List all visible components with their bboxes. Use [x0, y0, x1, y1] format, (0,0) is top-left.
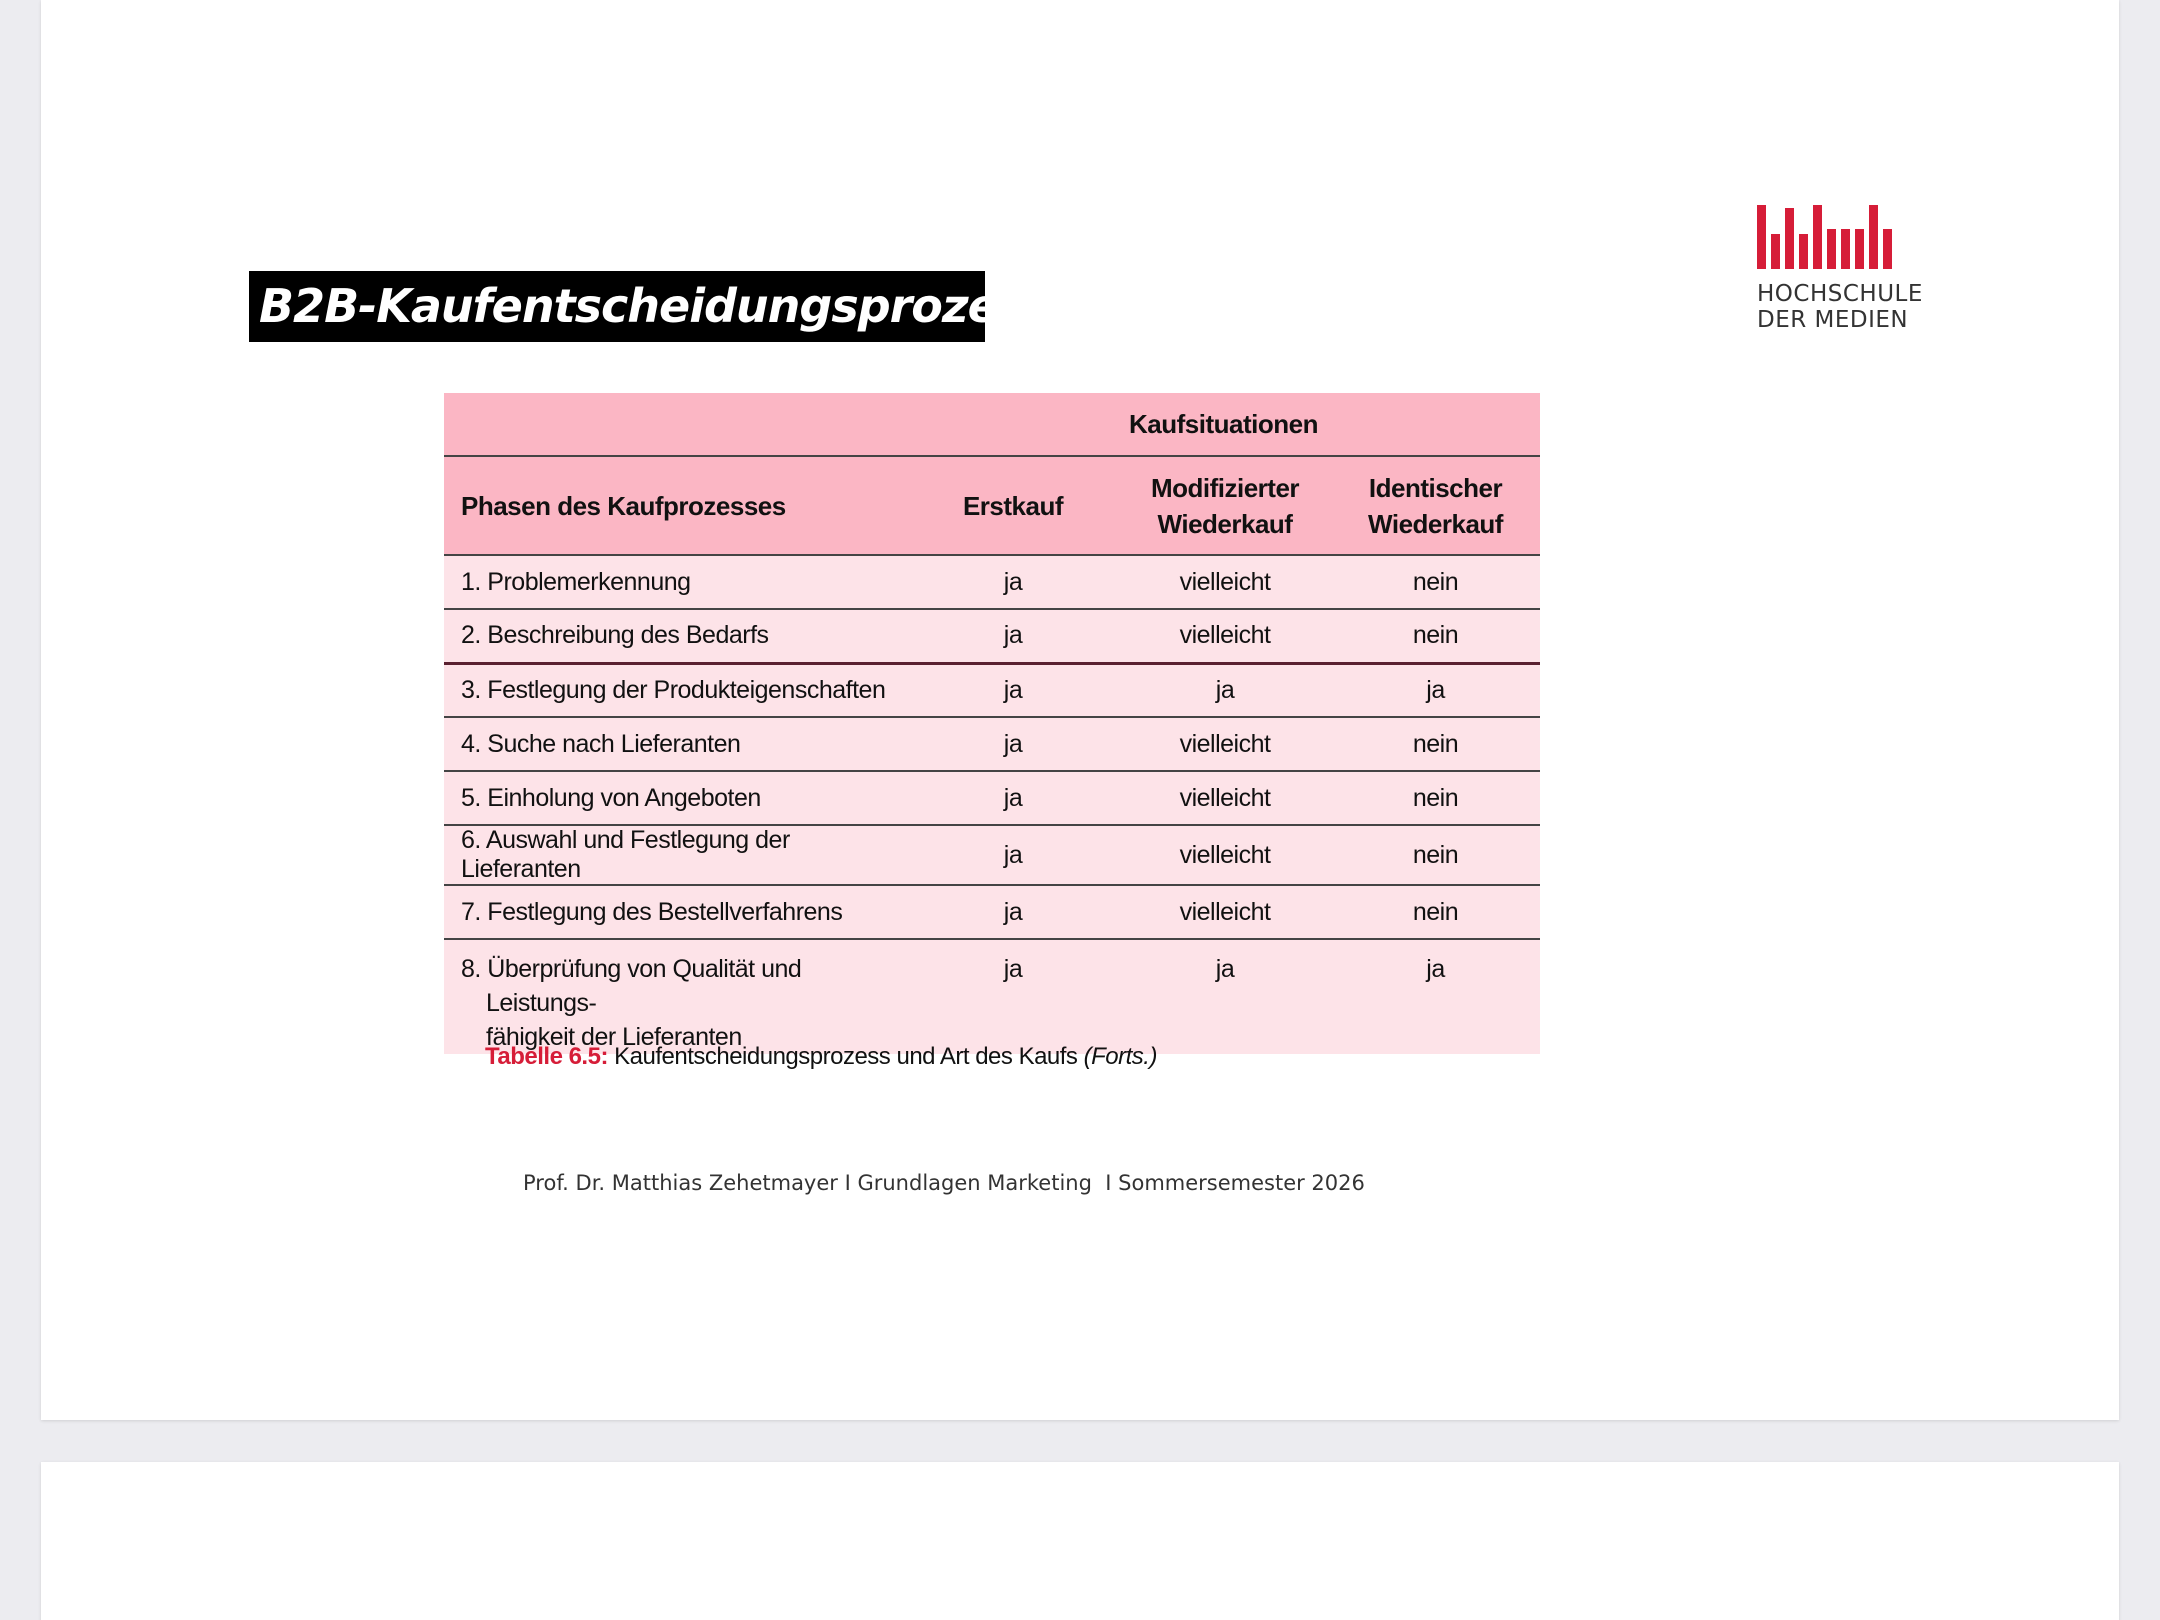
- logo-bar: [1869, 205, 1878, 269]
- table-cell-phase: 1. Problemerkennung: [444, 555, 907, 609]
- slide-footer: Prof. Dr. Matthias Zehetmayer I Grundlagen Marketing I Sommersemester 2026: [523, 1171, 1365, 1195]
- table-cell-erstkauf: ja: [907, 825, 1119, 885]
- table-cell-phase: 2. Beschreibung des Bedarfs: [444, 609, 907, 663]
- table-row: [444, 663, 1540, 717]
- column-header-erstkauf: Erstkauf: [907, 456, 1119, 555]
- logo-bar: [1855, 229, 1864, 269]
- table-row: [444, 825, 1540, 885]
- table-cell-erstkauf: ja: [907, 717, 1119, 771]
- caption-label: Tabelle 6.5:: [485, 1043, 608, 1070]
- logo-bar: [1883, 229, 1892, 269]
- logo-bar: [1771, 234, 1780, 269]
- table-cell-erstkauf: ja: [907, 555, 1119, 609]
- table-cell-modifiziert: vielleicht: [1119, 717, 1331, 771]
- slide-page: [41, 0, 2119, 1420]
- purchase-process-table: [444, 393, 1540, 1054]
- table-row: [444, 717, 1540, 771]
- table-cell-phase: [444, 939, 907, 1054]
- slide-title: B2B-Kaufentscheidungsprozess: [249, 271, 985, 342]
- table-row: [444, 885, 1540, 939]
- table-cell-phase-text: [461, 952, 907, 1054]
- column-header-phase: Phasen des Kaufprozesses: [444, 456, 907, 555]
- table-cell-identisch: ja: [1426, 955, 1445, 983]
- logo-bar: [1827, 229, 1836, 269]
- table-caption: [485, 1043, 1157, 1071]
- logo-line-1: HOCHSCHULE: [1757, 281, 1923, 307]
- table-cell-phase: 6. Auswahl und Festlegung der Lieferanten: [444, 825, 907, 885]
- table-row: [444, 771, 1540, 825]
- logo-bar: [1757, 205, 1766, 269]
- logo-bar: [1785, 208, 1794, 269]
- table-cell-phase: 5. Einholung von Angeboten: [444, 771, 907, 825]
- caption-text: Kaufentscheidungsprozess und Art des Kaufs: [607, 1043, 1084, 1070]
- table-cell-modifiziert: vielleicht: [1119, 771, 1331, 825]
- column-header-modifiziert-line-1: Modifizierter: [1150, 472, 1300, 503]
- table-cell-phase: 4. Suche nach Lieferanten: [444, 717, 907, 771]
- table-cell-identisch: nein: [1331, 555, 1540, 609]
- table-cell-identisch: nein: [1331, 885, 1540, 939]
- column-header-identisch-line-1: Identischer: [1368, 472, 1503, 503]
- column-header-modifiziert-line-2: Wiederkauf: [1157, 508, 1293, 539]
- table-cell-erstkauf: ja: [907, 663, 1119, 717]
- hdm-logo: [1757, 205, 1923, 335]
- logo-line-2: DER MEDIEN: [1757, 307, 1909, 333]
- table-cell-modifiziert: vielleicht: [1119, 609, 1331, 663]
- table-cell-modifiziert: ja: [1215, 955, 1235, 983]
- table-row: [444, 555, 1540, 609]
- table-cell-phase-line-1: 8. Überprüfung von Qualität und Leistungs-: [461, 955, 802, 1017]
- table-cell-identisch: nein: [1331, 825, 1540, 885]
- table-row: [444, 939, 1540, 1054]
- table-cell-identisch: nein: [1331, 609, 1540, 663]
- logo-bar: [1813, 205, 1822, 269]
- table-cell-erstkauf: ja: [907, 771, 1119, 825]
- table-cell-modifiziert: vielleicht: [1119, 555, 1331, 609]
- logo-bar: [1799, 234, 1808, 269]
- table-cell-erstkauf: ja: [907, 609, 1119, 663]
- table-cell-identisch: nein: [1331, 771, 1540, 825]
- table-group-empty: [444, 393, 907, 456]
- logo-text: [1757, 281, 1923, 333]
- logo-bars-icon: [1757, 205, 1895, 269]
- table-cell-identisch: nein: [1331, 717, 1540, 771]
- next-slide-page: [41, 1462, 2119, 1620]
- table-cell-phase: 3. Festlegung der Produkteigenschaften: [444, 663, 907, 717]
- table-group-header-row: [444, 393, 1540, 456]
- table-cell-modifiziert: vielleicht: [1119, 885, 1331, 939]
- table-cell-phase-line-2: fähigkeit der Lieferanten: [486, 1023, 742, 1051]
- table-cell-modifiziert: ja: [1119, 663, 1331, 717]
- column-header-identisch-line-2: Wiederkauf: [1368, 508, 1503, 539]
- caption-note: (Forts.): [1083, 1043, 1157, 1070]
- column-header-identisch: [1331, 456, 1540, 555]
- column-header-modifiziert: [1119, 456, 1331, 555]
- logo-bar: [1841, 229, 1850, 269]
- group-header-kaufsituationen: Kaufsituationen: [907, 393, 1540, 456]
- table-column-header-row: [444, 456, 1540, 555]
- table-cell-erstkauf: ja: [907, 885, 1119, 939]
- table-row: [444, 609, 1540, 663]
- table-cell-phase: 7. Festlegung des Bestellverfahrens: [444, 885, 907, 939]
- table-cell-erstkauf: ja: [1003, 955, 1023, 983]
- table-cell-identisch: ja: [1331, 663, 1540, 717]
- table-cell-modifiziert: vielleicht: [1119, 825, 1331, 885]
